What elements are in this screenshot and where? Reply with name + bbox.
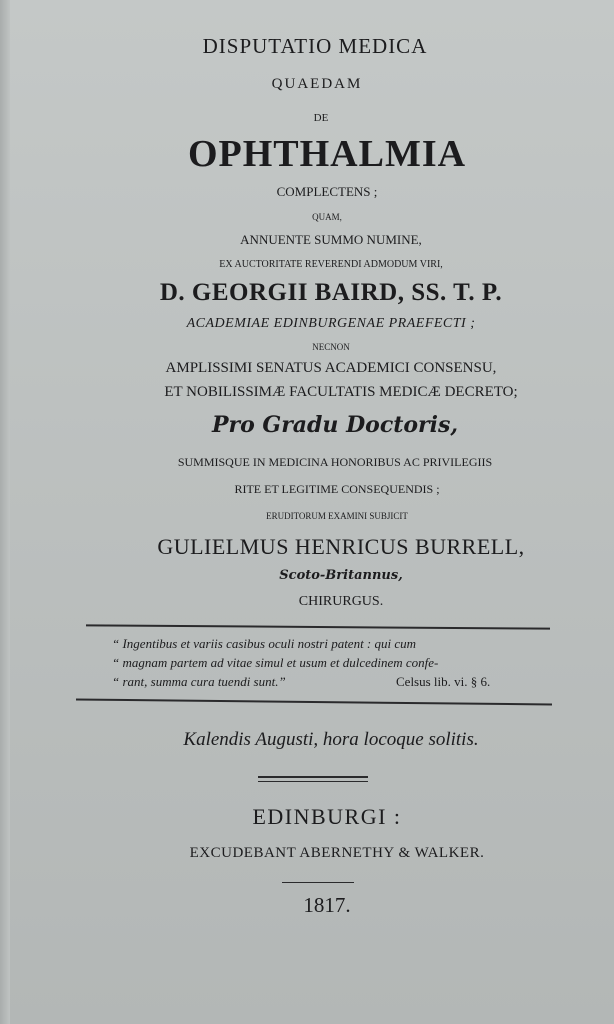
scoto-britannus: Scoto-Britannus, bbox=[279, 568, 403, 583]
double-rule-bottom bbox=[258, 781, 368, 782]
date-line: Kalendis Augusti, hora locoque solitis. bbox=[183, 729, 479, 750]
heading-quaedam: QUAEDAM bbox=[271, 76, 363, 92]
academiae-line: ACADEMIAE EDINBURGENAE PRAEFECTI ; bbox=[186, 316, 476, 331]
pro-gradu-doctoris: Pro Gradu Doctoris, bbox=[211, 412, 459, 438]
facultatis-line: ET NOBILISSIMÆ FACULTATIS MEDICÆ DECRETO; bbox=[164, 384, 518, 400]
double-rule-top bbox=[258, 776, 368, 778]
eruditorum-line: ERUDITORUM EXAMINI SUBJICIT bbox=[266, 511, 408, 521]
senatus-line: AMPLISSIMI SENATUS ACADEMICI CONSENSU, bbox=[165, 360, 497, 376]
imprint-city: EDINBURGI : bbox=[252, 804, 402, 829]
complectens: COMPLECTENS ; bbox=[276, 184, 378, 199]
epigraph-line-2: “ magnam partem ad vitae simul et usum et dulcedinem confe- bbox=[112, 655, 439, 670]
auctoritate-line: EX AUCTORITATE REVERENDI ADMODUM VIRI, bbox=[219, 259, 443, 270]
author-name: GULIELMUS HENRICUS BURRELL, bbox=[157, 534, 525, 559]
annuente-line: ANNUENTE SUMMO NUMINE, bbox=[240, 232, 422, 247]
epigraph-citation: Celsus lib. vi. § 6. bbox=[396, 674, 491, 689]
heading-de: DE bbox=[313, 112, 329, 124]
necnon: NECNON bbox=[312, 342, 350, 352]
epigraph-bottom-rule bbox=[76, 699, 552, 706]
epigraph-line-1: “ Ingentibus et variis casibus oculi nostri patent : qui cum bbox=[112, 636, 417, 651]
epigraph-line-3: “ rant, summa cura tuendi sunt.” bbox=[112, 674, 286, 689]
summisque-line: SUMMISQUE IN MEDICINA HONORIBUS AC PRIVILEGIIS bbox=[177, 455, 493, 469]
rite-line: RITE ET LEGITIME CONSEQUENDIS ; bbox=[234, 482, 440, 496]
quam: QUAM, bbox=[312, 212, 342, 222]
imprint-rule bbox=[282, 882, 354, 883]
imprint-printer: EXCUDEBANT ABERNETHY & WALKER. bbox=[189, 845, 485, 861]
imprint-year: 1817. bbox=[303, 893, 351, 917]
heading-disputatio: DISPUTATIO MEDICA bbox=[202, 34, 428, 58]
baird-line: D. GEORGII BAIRD, SS. T. P. bbox=[159, 279, 503, 306]
chirurgus: CHIRURGUS. bbox=[298, 594, 384, 609]
main-title: OPHTHALMIA bbox=[187, 133, 467, 175]
epigraph-top-rule bbox=[86, 624, 550, 629]
